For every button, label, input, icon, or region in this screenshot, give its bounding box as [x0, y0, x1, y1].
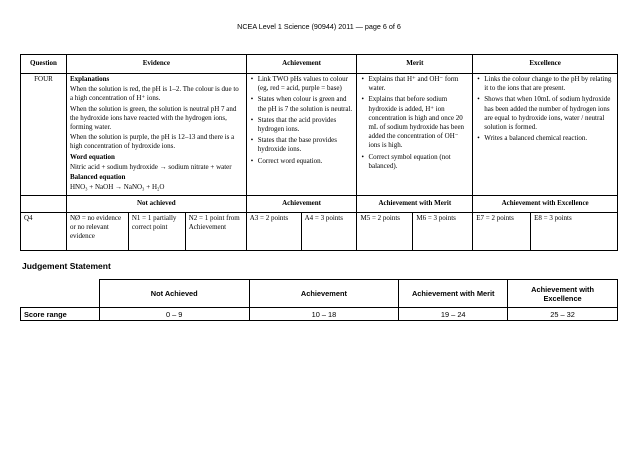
evidence-purple: When the solution is purple, the pH is 12–13 and there is a high concentration of hydroxide ions.	[69, 133, 235, 151]
balanced-equation-title: Balanced equation	[69, 173, 126, 182]
subheader-merit: Achievement with Merit	[357, 196, 473, 213]
evidence-cell	[66, 74, 246, 196]
word-equation-title: Word equation	[69, 152, 115, 161]
explanations-title: Explanations	[69, 75, 110, 83]
merit-point: • Correct symbol equation (not balanced).	[368, 153, 469, 171]
col-header-achievement: Achievement	[246, 55, 357, 74]
grade-e7: E7 = 2 points	[473, 213, 531, 251]
blank-cell	[21, 196, 67, 213]
marking-schedule-table	[20, 54, 618, 251]
evidence-red: When the solution is red, the pH is 1–2. The colour is due to a high concentration of H⁺ ions.	[69, 85, 239, 103]
grade-m5: M5 = 2 points	[357, 213, 413, 251]
score-range-label: Score range	[21, 308, 100, 321]
score-range-not-achieved: 0 – 9	[99, 308, 249, 321]
grade-a4: A4 = 3 points	[301, 213, 357, 251]
achievement-point: • States when colour is green and the pH is 7 the solution is neutral.	[258, 95, 354, 113]
grade-e8: E8 = 3 points	[531, 213, 618, 251]
col-header-excellence: Excellence	[473, 55, 618, 74]
col-header-evidence: Evidence	[66, 55, 246, 74]
achievement-point: • Correct word equation.	[258, 157, 354, 166]
score-range-achievement: 10 – 18	[249, 308, 399, 321]
balanced-equation: HNO₃ + NaOH → NaNO₃ + H₂O	[69, 183, 165, 192]
blank-cell	[21, 280, 100, 308]
merit-point: • Explains that H⁺ and OH⁻ form water.	[368, 75, 469, 93]
col-header-merit: Merit	[357, 55, 473, 74]
achievement-point: • Link TWO pHs values to colour (eg, red = acid, purple = base)	[258, 75, 354, 93]
judgement-col-achievement: Achievement	[249, 280, 399, 308]
subheader-not-achieved: Not achieved	[66, 196, 246, 213]
q4-grade-row	[21, 213, 618, 251]
col-header-question: Question	[21, 55, 67, 74]
word-equation: Nitric acid + sodium hydroxide → sodium nitrate + water	[69, 162, 232, 171]
evidence-green: When the solution is green, the solution is neutral pH 7 and the hydroxide ions have reacted with the hydrogen ions, forming water.	[69, 104, 237, 132]
score-range-merit: 19 – 24	[399, 308, 508, 321]
judgement-table	[20, 279, 618, 321]
excellence-cell	[473, 74, 618, 196]
achievement-point: • States that the acid provides hydrogen ions.	[258, 116, 354, 134]
judgement-statement-title: Judgement Statement	[22, 261, 111, 271]
grade-subheader-row	[21, 196, 618, 213]
question-four-row	[21, 74, 618, 196]
page-header: NCEA Level 1 Science (90944) 2011 — page 6 of 6	[237, 22, 401, 31]
subheader-achievement: Achievement	[246, 196, 357, 213]
score-range-excellence: 25 – 32	[508, 308, 618, 321]
excellence-point: • Links the colour change to the pH by relating it to the ions that are present.	[484, 75, 614, 93]
grade-n2: N2 = 1 point from Achievement	[185, 213, 246, 251]
question-number: FOUR	[21, 74, 67, 196]
judgement-col-not-achieved: Not Achieved	[99, 280, 249, 308]
merit-point: • Explains that before sodium hydroxide is added, H⁺ ion concentration is high and once 20 mL of sodium hydroxide has been added the concentration of OH⁻ ions is high.	[368, 95, 469, 150]
achievement-cell	[246, 74, 357, 196]
judgement-col-excellence: Achievement with Excellence	[508, 280, 618, 308]
judgement-col-merit: Achievement with Merit	[399, 280, 508, 308]
judgement-header-row	[21, 280, 618, 308]
grade-n1: N1 = 1 partially correct point	[128, 213, 185, 251]
grade-m6: M6 = 3 points	[413, 213, 473, 251]
score-range-row	[21, 308, 618, 321]
q4-label: Q4	[21, 213, 67, 251]
excellence-point: • Shows that when 10mL of sodium hydroxide has been added the number of hydrogen ions are equal to hydroxide ions, water / neutral solution is formed.	[484, 95, 614, 132]
subheader-excellence: Achievement with Excellence	[473, 196, 618, 213]
merit-cell	[357, 74, 473, 196]
header-row	[21, 55, 618, 74]
grade-n0: NØ = no evidence or no relevant evidence	[66, 213, 128, 251]
achievement-point: • States that the base provides hydroxide ions.	[258, 136, 354, 154]
excellence-point: • Writes a balanced chemical reaction.	[484, 134, 614, 143]
grade-a3: A3 = 2 points	[246, 213, 301, 251]
